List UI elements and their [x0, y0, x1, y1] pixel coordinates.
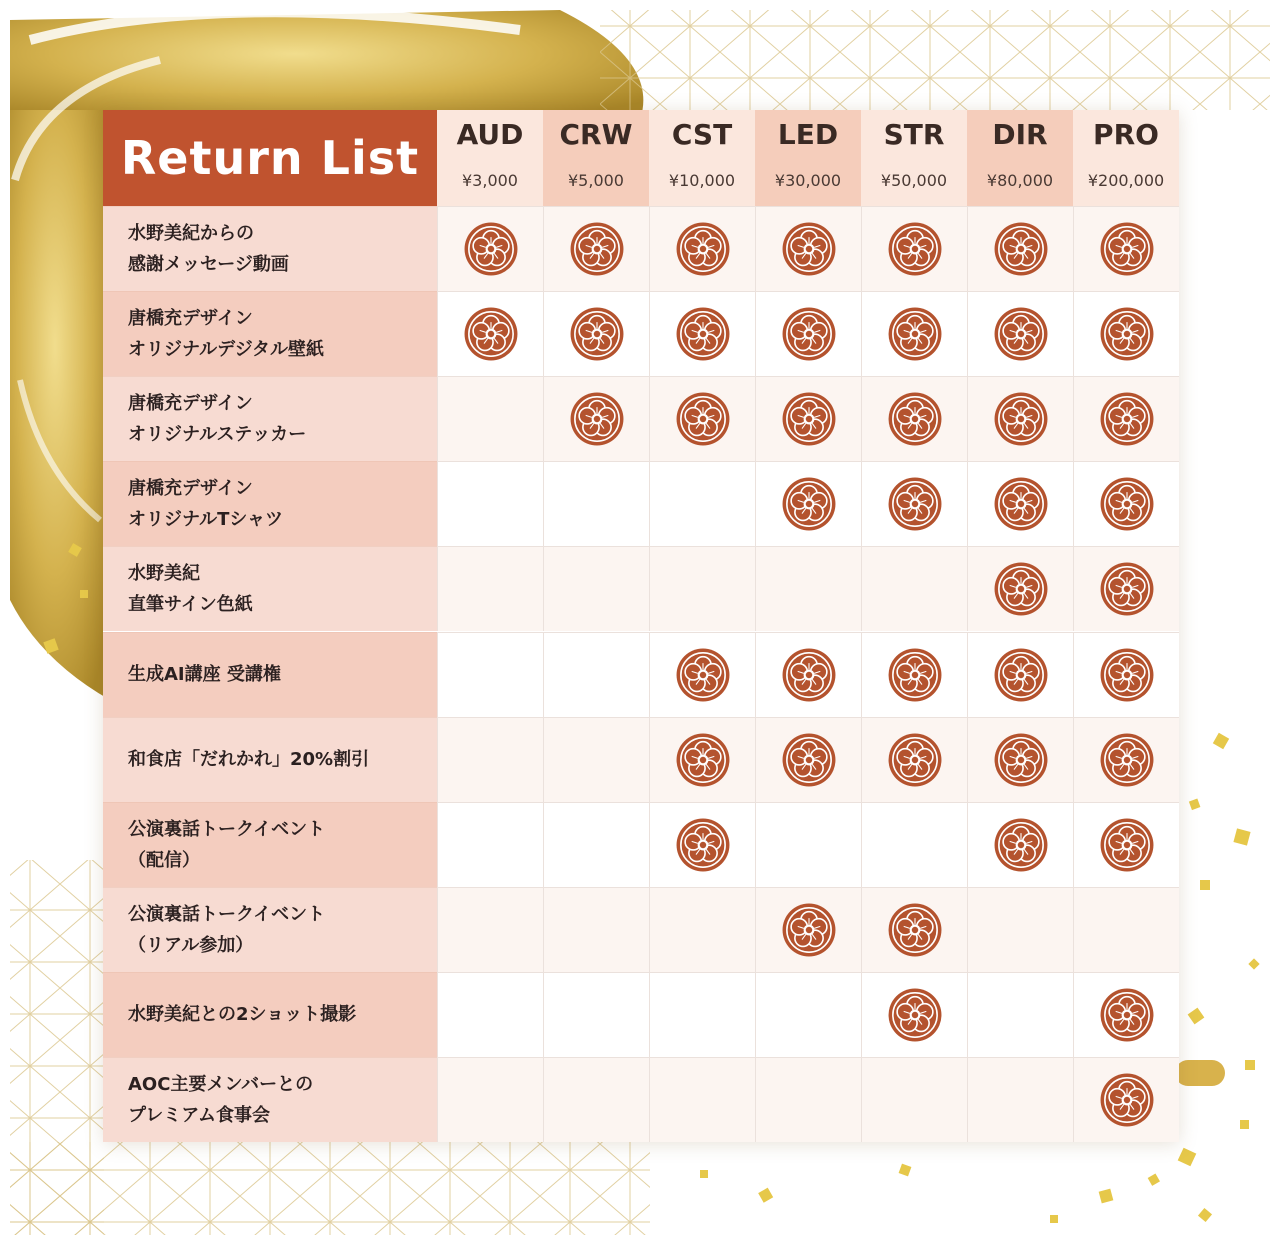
cell-crw: [543, 546, 649, 631]
cell-pro: [1073, 717, 1179, 802]
plum-crest-icon: [1100, 988, 1154, 1042]
tier-header-crw: [543, 110, 649, 206]
cell-aud: [437, 632, 543, 717]
cell-pro: [1073, 887, 1179, 972]
cell-aud: [437, 972, 543, 1057]
cell-crw: [543, 1057, 649, 1142]
tier-header-pro: [1073, 110, 1179, 206]
cell-cst: [649, 376, 755, 461]
cell-cst: [649, 717, 755, 802]
tier-code: CRW: [559, 118, 633, 151]
reward-label: [103, 972, 437, 1057]
reward-label-line: オリジナルステッカー: [128, 424, 307, 446]
plum-crest-icon: [676, 733, 730, 787]
plum-crest-icon: [782, 392, 836, 446]
cell-cst: [649, 546, 755, 631]
tier-header-aud: [437, 110, 543, 206]
plum-crest-icon: [782, 903, 836, 957]
tier-code: CST: [671, 118, 733, 151]
reward-label: [103, 632, 437, 717]
cell-crw: [543, 461, 649, 546]
cell-led: [755, 972, 861, 1057]
tier-code: AUD: [456, 118, 524, 151]
cell-led: [755, 1057, 861, 1142]
plum-crest-icon: [888, 477, 942, 531]
cell-crw: [543, 206, 649, 291]
reward-label-line: 和食店「だれかれ」20%割引: [128, 749, 370, 771]
cell-crw: [543, 376, 649, 461]
cell-pro: [1073, 802, 1179, 887]
cell-cst: [649, 802, 755, 887]
plum-crest-icon: [1100, 307, 1154, 361]
reward-label: [103, 802, 437, 887]
plum-crest-icon: [676, 222, 730, 276]
reward-label-line: 公演裏話トークイベント: [128, 903, 326, 925]
cell-pro: [1073, 972, 1179, 1057]
cell-pro: [1073, 1057, 1179, 1142]
cell-cst: [649, 1057, 755, 1142]
cell-pro: [1073, 291, 1179, 376]
cell-dir: [967, 972, 1073, 1057]
plum-crest-icon: [570, 222, 624, 276]
plum-crest-icon: [994, 733, 1048, 787]
plum-crest-icon: [1100, 562, 1154, 616]
cell-pro: [1073, 461, 1179, 546]
cell-led: [755, 632, 861, 717]
plum-crest-icon: [994, 222, 1048, 276]
reward-label-line: 唐橋充デザイン: [128, 393, 253, 415]
plum-crest-icon: [1100, 392, 1154, 446]
cell-dir: [967, 1057, 1073, 1142]
plum-crest-icon: [676, 307, 730, 361]
cell-crw: [543, 887, 649, 972]
plum-crest-icon: [994, 818, 1048, 872]
reward-label-line: プレミアム食事会: [128, 1105, 271, 1127]
pattern-top-right: [600, 10, 1270, 110]
cell-dir: [967, 461, 1073, 546]
reward-label-line: 唐橋充デザイン: [128, 478, 253, 500]
plum-crest-icon: [888, 648, 942, 702]
plum-crest-icon: [1100, 477, 1154, 531]
plum-crest-icon: [994, 392, 1048, 446]
cell-aud: [437, 887, 543, 972]
reward-label: [103, 546, 437, 631]
cell-pro: [1073, 206, 1179, 291]
tier-code: PRO: [1093, 118, 1159, 151]
cell-cst: [649, 206, 755, 291]
cell-cst: [649, 461, 755, 546]
cell-str: [861, 206, 967, 291]
reward-label: [103, 291, 437, 376]
tier-header-str: [861, 110, 967, 206]
cell-dir: [967, 291, 1073, 376]
reward-label-line: （リアル参加）: [128, 934, 254, 956]
tier-price: ¥3,000: [462, 171, 518, 190]
reward-label-line: 感謝メッセージ動画: [128, 254, 289, 276]
reward-label-line: 水野美紀との2ショット撮影: [128, 1004, 357, 1026]
tier-header-dir: [967, 110, 1073, 206]
tier-price: ¥30,000: [774, 171, 842, 190]
cell-str: [861, 1057, 967, 1142]
cell-crw: [543, 632, 649, 717]
cell-led: [755, 546, 861, 631]
cell-aud: [437, 1057, 543, 1142]
cell-pro: [1073, 376, 1179, 461]
tier-price: ¥50,000: [880, 171, 948, 190]
tier-header-led: [755, 110, 861, 206]
plum-crest-icon: [994, 562, 1048, 616]
reward-label-line: 直筆サイン色紙: [128, 594, 253, 616]
cell-str: [861, 376, 967, 461]
plum-crest-icon: [888, 903, 942, 957]
tier-code: DIR: [992, 118, 1048, 151]
plum-crest-icon: [676, 648, 730, 702]
cell-led: [755, 802, 861, 887]
plum-crest-icon: [1100, 733, 1154, 787]
reward-label-line: 生成AI講座 受講権: [128, 664, 281, 686]
cell-pro: [1073, 632, 1179, 717]
reward-label-line: 唐橋充デザイン: [128, 308, 253, 330]
cell-aud: [437, 376, 543, 461]
cell-str: [861, 632, 967, 717]
tier-price: ¥10,000: [668, 171, 736, 190]
plum-crest-icon: [994, 477, 1048, 531]
cell-dir: [967, 546, 1073, 631]
plum-crest-icon: [570, 307, 624, 361]
plum-crest-icon: [782, 307, 836, 361]
tier-code: STR: [883, 118, 945, 151]
cell-str: [861, 291, 967, 376]
plum-crest-icon: [888, 392, 942, 446]
cell-str: [861, 461, 967, 546]
cell-str: [861, 717, 967, 802]
plum-crest-icon: [994, 307, 1048, 361]
plum-crest-icon: [888, 988, 942, 1042]
plum-crest-icon: [888, 733, 942, 787]
reward-label: [103, 206, 437, 291]
return-list-title: Return List: [103, 110, 437, 206]
cell-crw: [543, 717, 649, 802]
cell-dir: [967, 802, 1073, 887]
plum-crest-icon: [464, 307, 518, 361]
reward-label-line: オリジナルTシャツ: [128, 509, 284, 531]
cell-led: [755, 206, 861, 291]
plum-crest-icon: [1100, 1073, 1154, 1127]
reward-label: [103, 887, 437, 972]
cell-dir: [967, 376, 1073, 461]
cell-aud: [437, 206, 543, 291]
cell-cst: [649, 972, 755, 1057]
reward-label-line: （配信）: [128, 849, 200, 871]
cell-dir: [967, 632, 1073, 717]
pattern-bottom-strip: [10, 1142, 650, 1235]
reward-label-line: オリジナルデジタル壁紙: [128, 339, 325, 361]
reward-label: [103, 717, 437, 802]
cell-led: [755, 291, 861, 376]
cell-led: [755, 461, 861, 546]
tier-price: ¥200,000: [1087, 171, 1165, 190]
reward-label: [103, 461, 437, 546]
plum-crest-icon: [570, 392, 624, 446]
cell-cst: [649, 632, 755, 717]
cell-str: [861, 972, 967, 1057]
reward-label-line: AOC主要メンバーとの: [128, 1074, 314, 1096]
cell-cst: [649, 291, 755, 376]
plum-crest-icon: [1100, 222, 1154, 276]
plum-crest-icon: [676, 392, 730, 446]
cell-pro: [1073, 546, 1179, 631]
plum-crest-icon: [782, 733, 836, 787]
plum-crest-icon: [782, 222, 836, 276]
plum-crest-icon: [676, 818, 730, 872]
tier-header-cst: [649, 110, 755, 206]
plum-crest-icon: [782, 648, 836, 702]
cell-str: [861, 546, 967, 631]
plum-crest-icon: [1100, 648, 1154, 702]
reward-label-line: 水野美紀: [128, 563, 200, 585]
cell-dir: [967, 887, 1073, 972]
cell-aud: [437, 717, 543, 802]
tier-price: ¥5,000: [568, 171, 624, 190]
return-list-table: [103, 110, 1179, 1142]
reward-label: [103, 1057, 437, 1142]
reward-label-line: 水野美紀からの: [128, 223, 254, 245]
cell-dir: [967, 717, 1073, 802]
cell-aud: [437, 461, 543, 546]
tier-price: ¥80,000: [986, 171, 1054, 190]
plum-crest-icon: [888, 307, 942, 361]
cell-led: [755, 376, 861, 461]
cell-aud: [437, 546, 543, 631]
plum-crest-icon: [1100, 818, 1154, 872]
cell-led: [755, 887, 861, 972]
reward-label-line: 公演裏話トークイベント: [128, 818, 326, 840]
plum-crest-icon: [888, 222, 942, 276]
cell-led: [755, 717, 861, 802]
cell-aud: [437, 802, 543, 887]
cell-str: [861, 802, 967, 887]
cell-crw: [543, 291, 649, 376]
cell-aud: [437, 291, 543, 376]
plum-crest-icon: [464, 222, 518, 276]
cell-str: [861, 887, 967, 972]
tier-code: LED: [777, 118, 839, 151]
cell-cst: [649, 887, 755, 972]
cell-crw: [543, 802, 649, 887]
cell-dir: [967, 206, 1073, 291]
plum-crest-icon: [782, 477, 836, 531]
plum-crest-icon: [994, 648, 1048, 702]
reward-label: [103, 376, 437, 461]
cell-crw: [543, 972, 649, 1057]
